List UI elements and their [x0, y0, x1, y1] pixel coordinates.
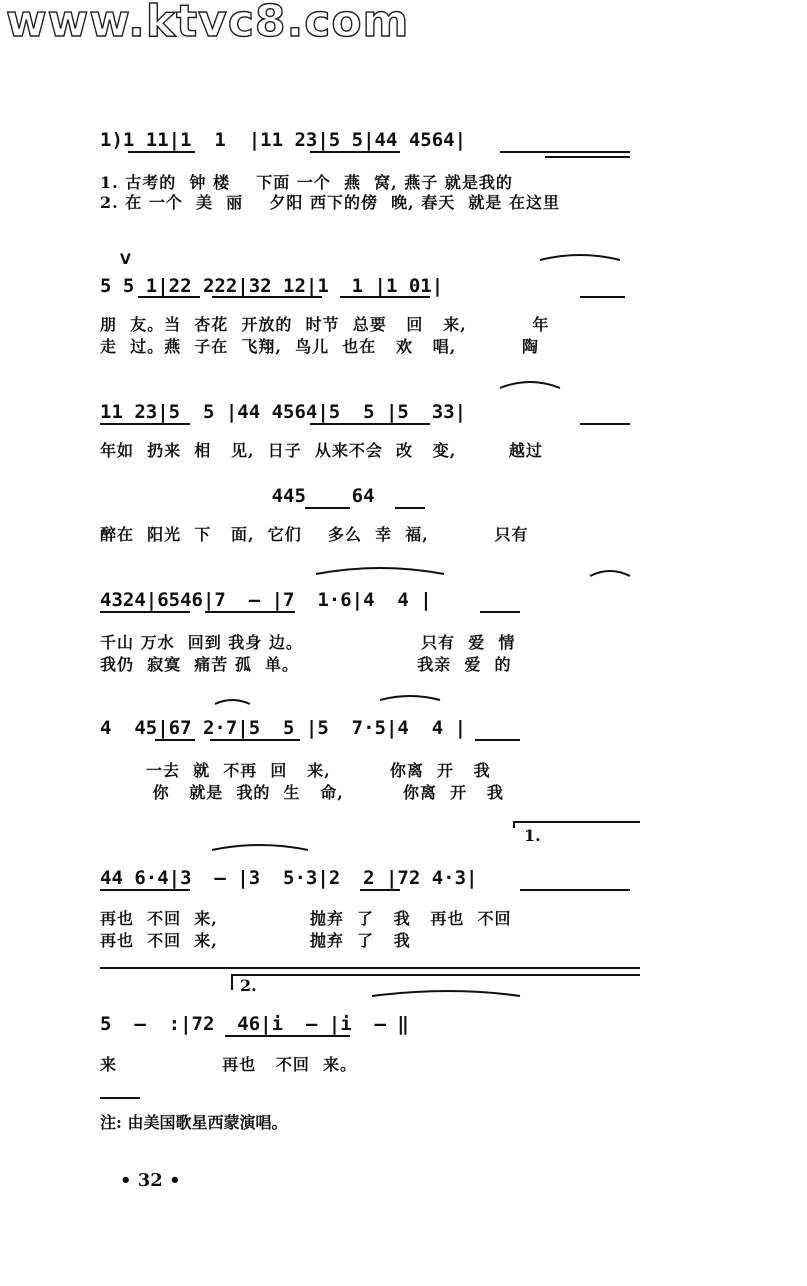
slur: [212, 845, 308, 850]
second-ending-bracket: [232, 975, 640, 990]
slur: [316, 568, 444, 574]
lyric-line-2b: 走 过。燕 子在 飞翔, 鸟儿 也在 欢 唱, 陶: [100, 337, 539, 356]
lyric-line-7b: 再也 不回 来, 抛弃 了 我: [100, 931, 411, 950]
watermark: www.ktvc8.com: [6, 0, 410, 47]
notation-line-6: 4 45|67 2·7|5 5 |5 7·5|4 4 |: [100, 717, 467, 739]
lyric-line-1b: 2. 在 一个 美 丽 夕阳 西下的傍 晚, 春天 就是 在这里: [100, 193, 560, 212]
lyric-line-6a: 一去 就 不再 回 来, 你离 开 我: [100, 761, 491, 780]
slur: [372, 991, 520, 996]
slur: [500, 382, 560, 388]
slur: [590, 571, 630, 576]
breath-mark: V: [120, 252, 131, 268]
lyric-line-5a: 千山 万水 回到 我身 边。 只有 爱 情: [100, 633, 516, 652]
notation-line-4: 445 64: [100, 485, 375, 507]
lyric-line-3a: 年如 扔来 相 见, 日子 从来不会 改 变, 越过: [100, 441, 543, 460]
second-ending-label: 2.: [240, 976, 257, 995]
notation-line-7: 44 6·4|3 — |3 5·3|2 2 |72 4·3|: [100, 867, 478, 889]
lyric-line-7a: 再也 不回 来, 抛弃 了 我 再也 不回: [100, 909, 512, 928]
lyric-line-5b: 我仍 寂寞 痛苦 孤 单。 我亲 爱 的: [100, 655, 512, 674]
slur: [540, 255, 620, 260]
lyric-line-6b: 你 就是 我的 生 命, 你离 开 我: [100, 783, 504, 802]
notation-line-1: 1)1 11|1 1 |11 23|5 5|44 4564|: [100, 129, 467, 151]
notation-line-2: 5 5 1|22 222|32 12|1 1 |1 01|: [100, 275, 444, 297]
lyric-line-2a: 朋 友。当 杏花 开放的 时节 总要 回 来, 年: [100, 315, 550, 334]
footnote: 注: 由美国歌星西蒙演唱。: [100, 1113, 288, 1132]
first-ending-bracket: [514, 822, 640, 828]
slur: [380, 696, 440, 700]
lyric-line-4a: 醉在 阳光 下 面, 它们 多么 幸 福, 只有: [100, 525, 529, 544]
notation-line-5: 4324|6546|7 — |7 1·6|4 4 |: [100, 589, 432, 611]
lyric-line-1a: 1. 古考的 钟 楼 下面 一个 燕 窝, 燕子 就是我的: [100, 173, 513, 192]
notation-line-3: 11 23|5 5 |44 4564|5 5 |5 33|: [100, 401, 467, 423]
notation-line-8: 5 — :|72 46|i — |i — ‖: [100, 1013, 409, 1035]
slur: [215, 700, 250, 704]
first-ending-label: 1.: [524, 826, 541, 845]
lyric-line-8a: 来 再也 不回 来。: [100, 1055, 357, 1074]
page-number: • 32 •: [120, 1170, 181, 1191]
